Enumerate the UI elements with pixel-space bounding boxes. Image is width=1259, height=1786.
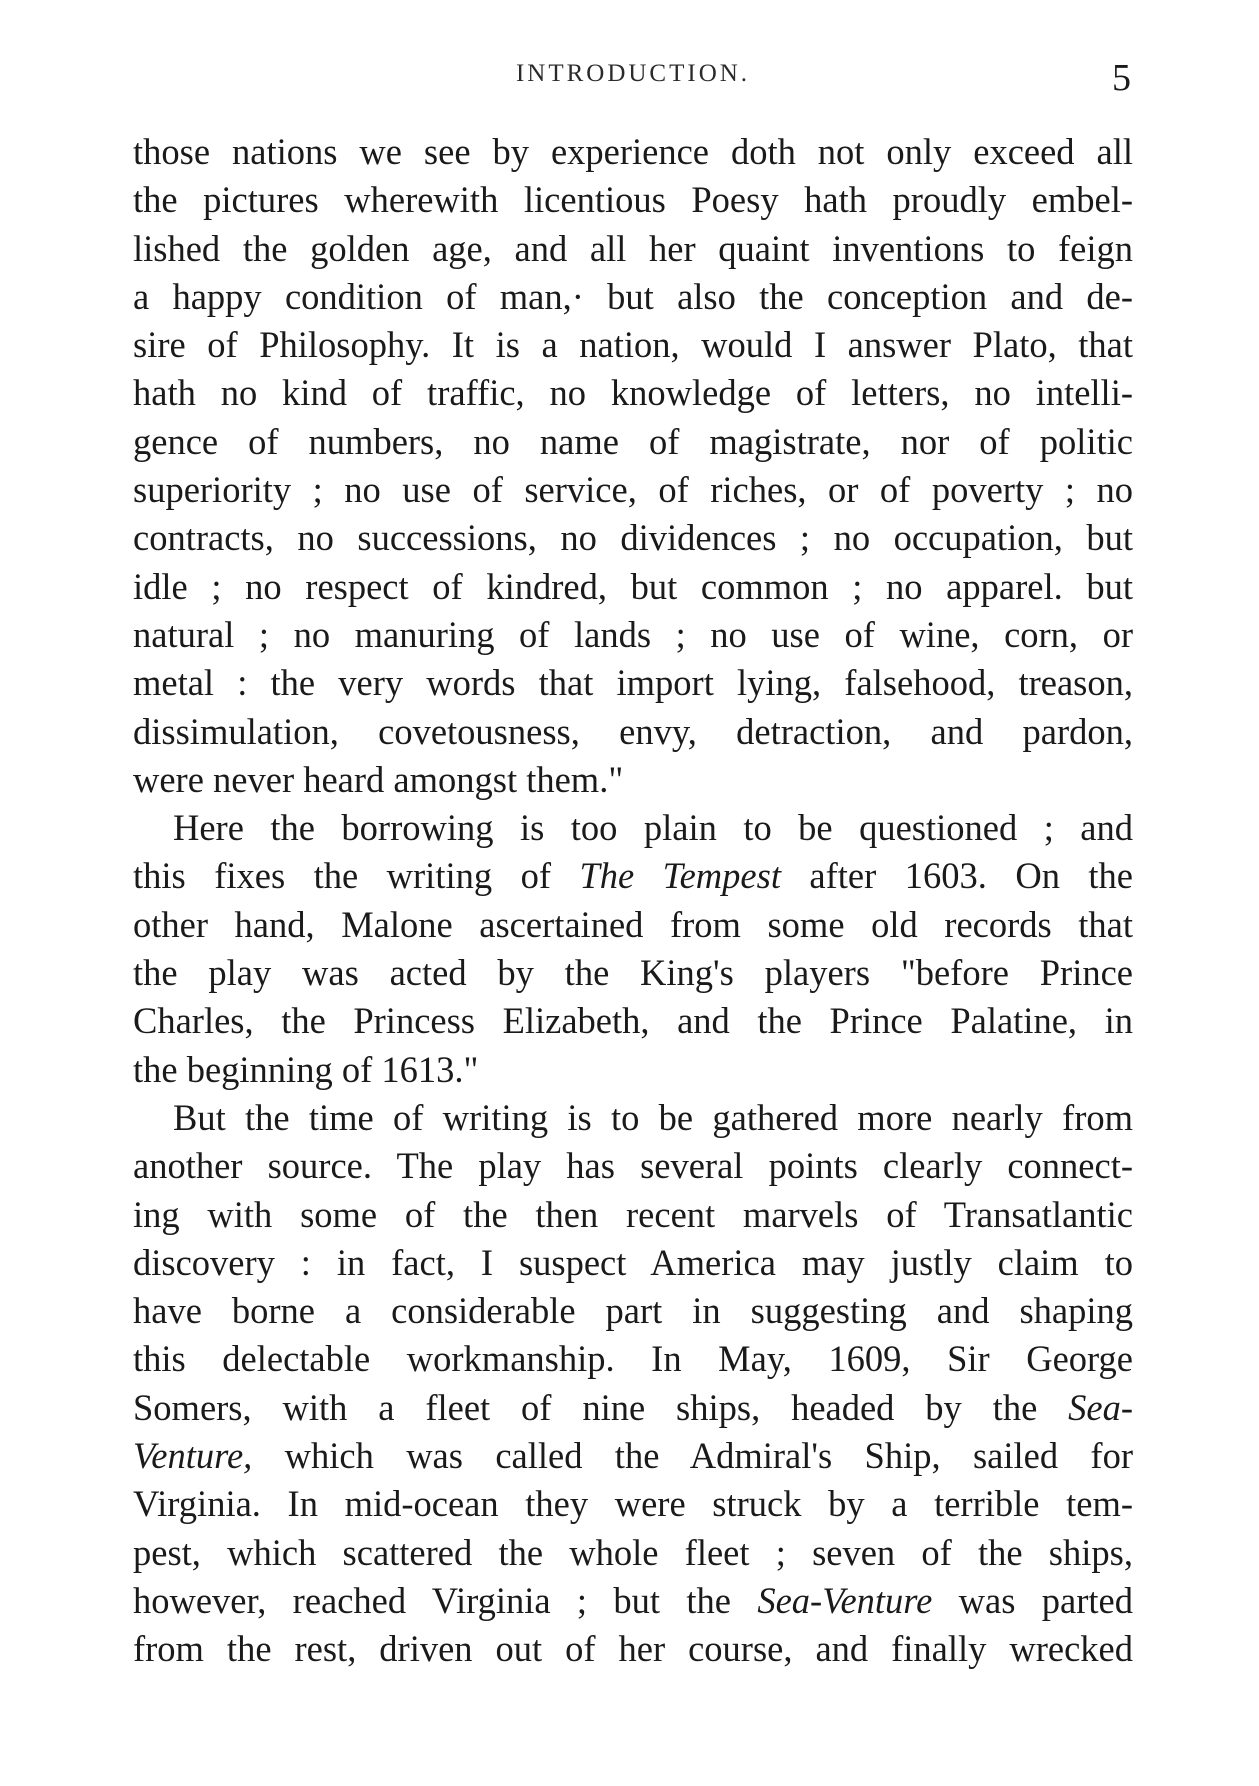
italic-ship-name: Sea-Venture — [757, 1579, 933, 1621]
text-line: idle ; no respect of kindred, but common ; no apparel. but — [133, 565, 1133, 607]
text-run: this fixes the writing of — [133, 855, 580, 897]
text-line: dissimulation, covetousness, envy, detraction, and pardon, — [133, 710, 1133, 752]
italic-ship-name: Sea- — [1068, 1386, 1133, 1428]
text-line: hath no kind of traffic, no knowledge of letters, no intelli- — [133, 372, 1133, 414]
running-title: INTRODUCTION. — [515, 60, 751, 87]
text-line: But the time of writing is to be gathered more nearly from — [173, 1096, 1133, 1138]
text-run: was parted — [932, 1579, 1133, 1621]
text-line: the play was acted by the King's players "before Prince — [133, 952, 1133, 994]
paragraph — [133, 128, 1133, 804]
page-number: 5 — [1112, 57, 1131, 99]
text-line: natural ; no manuring of lands ; no use of wine, corn, or — [133, 613, 1133, 655]
paragraph — [133, 804, 1133, 1094]
body-text — [133, 128, 1133, 1674]
text-run: which was called the Admiral's Ship, sailed for — [252, 1435, 1133, 1477]
text-line: Charles, the Princess Elizabeth, and the Prince Palatine, in — [133, 1000, 1133, 1042]
text-line: lished the golden age, and all her quaint inventions to feign — [133, 227, 1133, 269]
text-line: Here the borrowing is too plain to be questioned ; and — [173, 807, 1133, 849]
text-line — [133, 1384, 1133, 1432]
text-line: those nations we see by experience doth not only exceed all — [133, 131, 1133, 172]
text-line: gence of numbers, no name of magistrate, nor of politic — [133, 420, 1133, 462]
text-line: superiority ; no use of service, of riches, or of poverty ; no — [133, 469, 1133, 511]
text-line — [133, 1577, 1133, 1625]
paragraph — [133, 1094, 1133, 1674]
text-line: the beginning of 1613." — [133, 1048, 479, 1090]
text-line — [133, 1432, 1133, 1480]
text-line: contracts, no successions, no dividences ; no occupation, but — [133, 517, 1133, 559]
text-run: however, reached Virginia ; but the — [133, 1579, 758, 1621]
italic-title: The Tempest — [579, 855, 781, 897]
text-line: Virginia. In mid-ocean they were struck by a terrible tem- — [133, 1483, 1133, 1525]
text-line: pest, which scattered the whole fleet ; seven of the ships, — [133, 1531, 1133, 1573]
text-line: from the rest, driven out of her course, and finally wrecked — [133, 1628, 1133, 1670]
text-line: a happy condition of man,· but also the conception and de- — [133, 275, 1133, 317]
text-line: discovery : in fact, I suspect America may justly claim to — [133, 1241, 1133, 1283]
text-run: after 1603. On the — [780, 855, 1133, 897]
text-run: Somers, with a fleet of nine ships, headed by the — [133, 1386, 1069, 1428]
text-line: the pictures wherewith licentious Poesy hath proudly embel- — [133, 179, 1133, 221]
running-head — [133, 58, 1133, 98]
text-line: another source. The play has several points clearly connect- — [133, 1145, 1133, 1187]
italic-ship-name: Venture, — [133, 1435, 253, 1477]
text-line: were never heard amongst them." — [133, 758, 624, 800]
text-line — [133, 852, 1133, 900]
text-line: ing with some of the then recent marvels of Transatlantic — [133, 1193, 1133, 1235]
text-line: have borne a considerable part in suggesting and shaping — [133, 1290, 1133, 1332]
text-line: metal : the very words that import lying, falsehood, treason, — [133, 662, 1133, 704]
text-line: sire of Philosophy. It is a nation, would I answer Plato, that — [133, 324, 1133, 366]
text-line: other hand, Malone ascertained from some old records that — [133, 903, 1133, 945]
text-line: this delectable workmanship. In May, 1609, Sir George — [133, 1338, 1133, 1380]
